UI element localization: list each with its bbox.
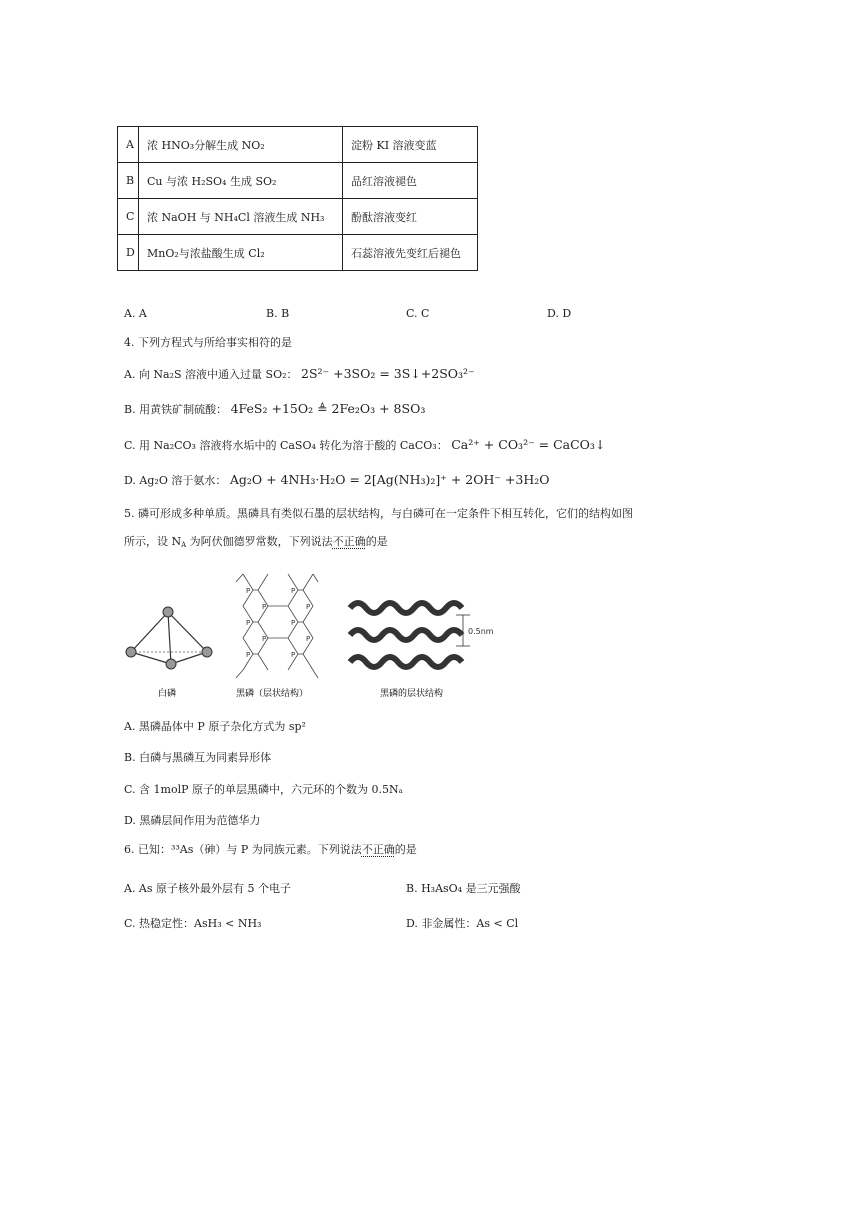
q4-option-b — [124, 401, 425, 417]
row-phenomenon: 淀粉 KI 溶液变蓝 — [343, 127, 478, 163]
p-atom: P — [291, 619, 296, 627]
stem-text: 的是 — [394, 843, 417, 856]
q5-stem-line2 — [124, 533, 388, 549]
row-phenomenon: 品红溶液褪色 — [343, 163, 478, 199]
q6-option-a: A. As 原子核外最外层有 5 个电子 — [124, 882, 292, 895]
q5-option-c: C. 含 1molP 原子的单层黑磷中，六元环的个数为 0.5Nₐ — [124, 783, 403, 796]
p-atom: P — [262, 603, 267, 611]
row-reaction: MnO₂与浓盐酸生成 Cl₂ — [139, 235, 343, 271]
row-reaction: Cu 与浓 H₂SO₄ 生成 SO₂ — [139, 163, 343, 199]
row-reaction: 浓 NaOH 与 NH₄Cl 溶液生成 NH₃ — [139, 199, 343, 235]
q6-option-d: D. 非金属性：As < Cl — [406, 917, 519, 930]
row-phenomenon: 石蕊溶液先变红后褪色 — [343, 235, 478, 271]
white-phosphorus-diagram — [126, 607, 212, 669]
q5-option-b: B. 白磷与黑磷互为同素异形体 — [124, 751, 272, 764]
q3-choice-b: B. B — [266, 307, 290, 320]
p-atom: P — [291, 651, 296, 659]
stem-text: 为阿伏伽德罗常数，下列说法 — [186, 535, 333, 548]
stem-text: 所示，设 N — [124, 535, 182, 548]
emphasis-text: 不正确 — [361, 843, 395, 856]
q4-option-a — [124, 366, 475, 382]
table-row — [118, 163, 478, 199]
q5-option-a: A. 黑磷晶体中 P 原子杂化方式为 sp² — [124, 720, 306, 733]
row-letter: A — [118, 127, 139, 163]
option-equation: 2S²⁻ +3SO₂ = 3S↓+2SO₃²⁻ — [301, 366, 475, 381]
row-letter: B — [118, 163, 139, 199]
q6-option-c: C. 热稳定性：AsH₃ < NH₃ — [124, 917, 262, 930]
p-atom: P — [291, 587, 296, 595]
q4-stem: 4. 下列方程式与所给事实相符的是 — [124, 336, 292, 349]
black-phosphorus-label: 黑磷（层状结构） — [236, 689, 309, 699]
row-phenomenon: 酚酞溶液变红 — [343, 199, 478, 235]
q3-choice-a: A. A — [124, 307, 147, 320]
q6-stem — [124, 841, 417, 857]
option-text: B. 用黄铁矿制硫酸： — [124, 403, 228, 416]
option-text: C. 用 Na₂CO₃ 溶液将水垢中的 CaSO₄ 转化为溶于酸的 CaCO₃： — [124, 439, 448, 452]
stem-text: 6. 已知：³³As（砷）与 P 为同族元素。下列说法 — [124, 843, 362, 856]
black-phosphorus-atoms — [246, 587, 310, 659]
phosphorus-structure-figure — [118, 560, 518, 705]
q3-choice-c: C. C — [406, 307, 430, 320]
q6-option-b: B. H₃AsO₄ 是三元强酸 — [406, 882, 521, 895]
p-atom: P — [246, 619, 251, 627]
table-row — [118, 235, 478, 271]
stem-text: 的是 — [365, 535, 388, 548]
row-letter: C — [118, 199, 139, 235]
layer-spacing-label: 0.5nm — [468, 627, 494, 636]
p-atom: P — [246, 587, 251, 595]
p-atom: P — [262, 635, 267, 643]
emphasis-text: 不正确 — [332, 535, 366, 548]
table-row — [118, 127, 478, 163]
table-row — [118, 199, 478, 235]
p-atom: P — [246, 651, 251, 659]
white-phosphorus-label: 白磷 — [158, 689, 177, 699]
option-text: D. Ag₂O 溶于氨水： — [124, 474, 227, 487]
p-atom: P — [306, 603, 311, 611]
q5-stem-line1: 5. 磷可形成多种单质。黑磷具有类似石墨的层状结构，与白磷可在一定条件下相互转化，它们的结构如图 — [124, 507, 633, 520]
black-phosphorus-layers-diagram — [350, 603, 470, 667]
black-phosphorus-layers-label: 黑磷的层状结构 — [380, 689, 444, 699]
row-letter: D — [118, 235, 139, 271]
option-equation: Ca²⁺ + CO₃²⁻ = CaCO₃↓ — [451, 437, 606, 452]
q4-option-d — [124, 472, 550, 488]
option-equation: Ag₂O + 4NH₃·H₂O = 2[Ag(NH₃)₂]⁺ + 2OH⁻ +3H₂O — [229, 472, 550, 487]
q3-choice-d: D. D — [547, 307, 572, 320]
option-text: A. 向 Na₂S 溶液中通入过量 SO₂： — [124, 368, 298, 381]
option-equation: 4FeS₂ +15O₂ ≜ 2Fe₂O₃ + 8SO₃ — [230, 401, 426, 416]
options-table — [117, 126, 478, 271]
p-atom: P — [306, 635, 311, 643]
stem-subscript: A — [181, 541, 187, 549]
row-reaction: 浓 HNO₃分解生成 NO₂ — [139, 127, 343, 163]
q4-option-c — [124, 437, 605, 453]
q5-option-d: D. 黑磷层间作用为范德华力 — [124, 814, 261, 827]
